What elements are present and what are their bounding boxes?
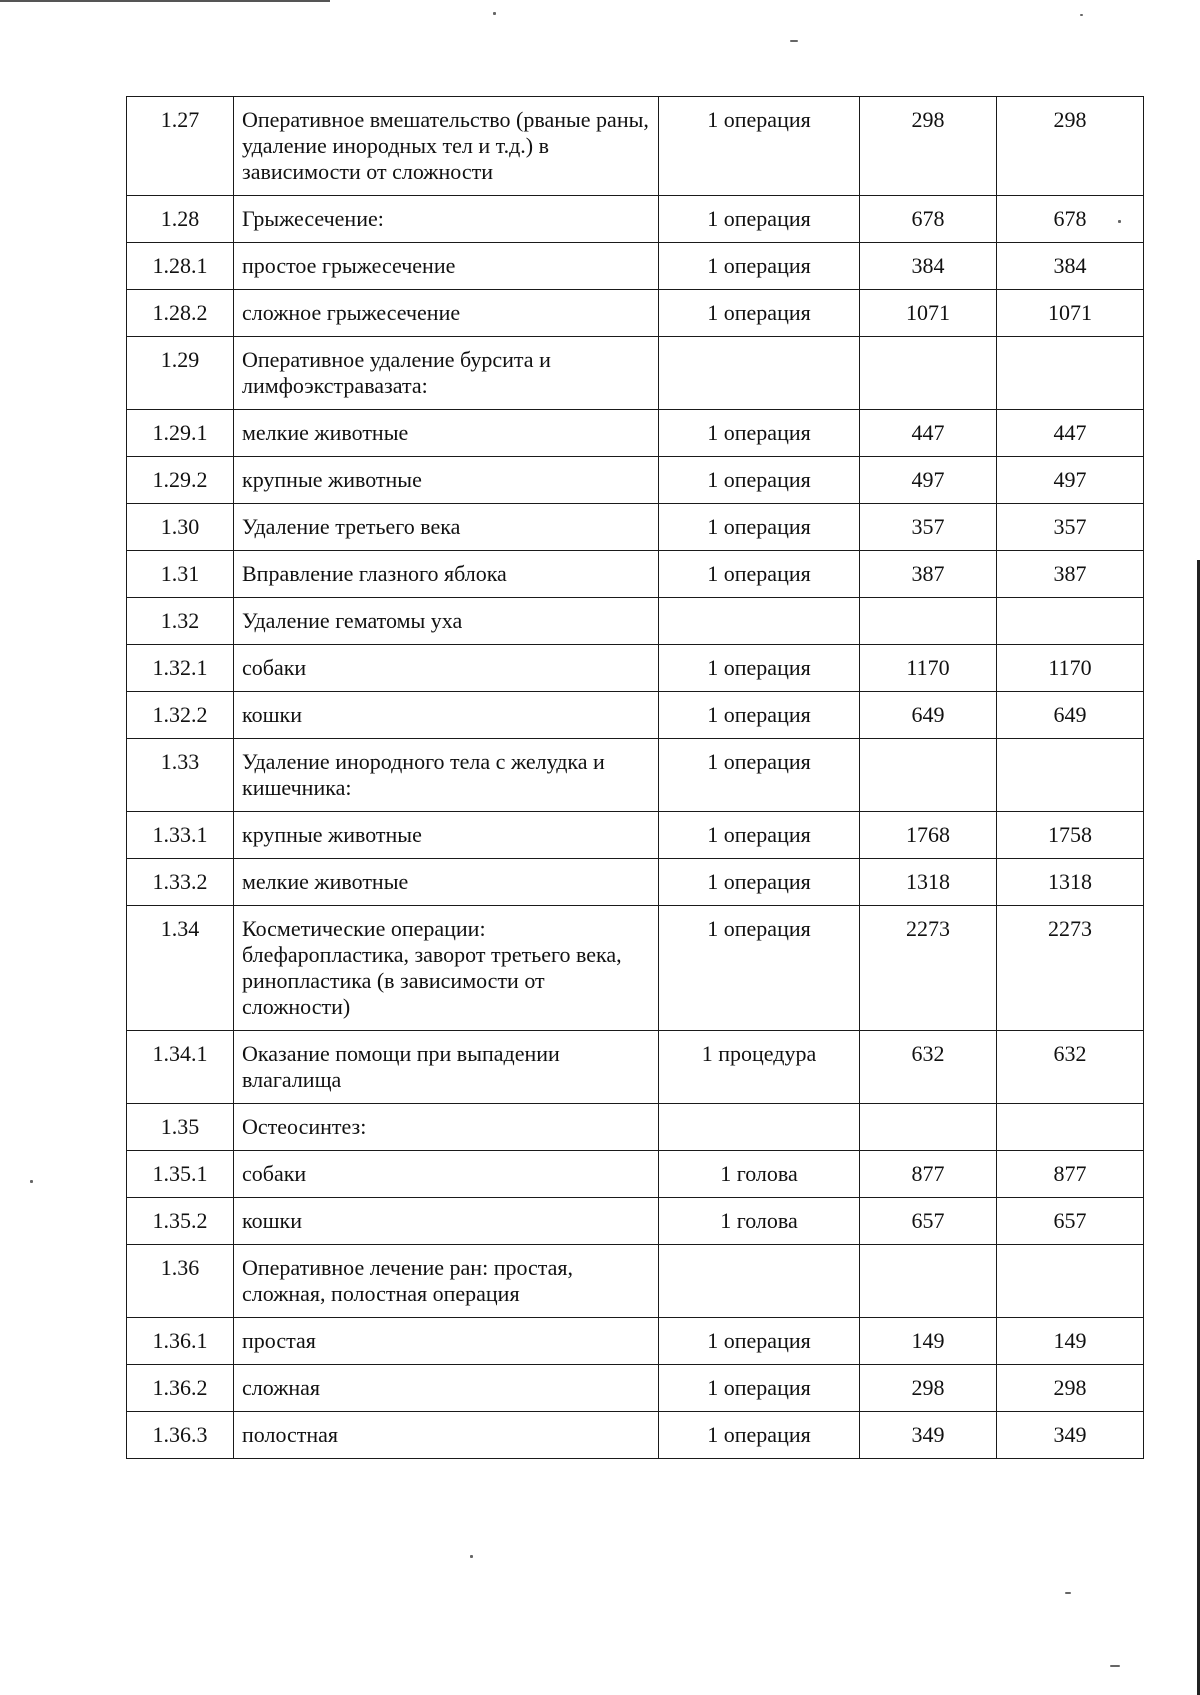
unit-of-measure: 1 операция [659,1365,860,1412]
table-row [127,1151,1144,1198]
price-secondary: 497 [997,457,1144,504]
unit-of-measure: 1 операция [659,859,860,906]
item-number: 1.28.2 [127,290,234,337]
table-row [127,1198,1144,1245]
table-row [127,1104,1144,1151]
unit-of-measure: 1 операция [659,906,860,1031]
service-name: простая [234,1318,659,1365]
item-number: 1.28.1 [127,243,234,290]
service-name: Оказание помощи при выпадении влагалища [234,1031,659,1104]
price-primary: 1170 [860,645,997,692]
table-row [127,859,1144,906]
price-primary [860,337,997,410]
price-secondary: 384 [997,243,1144,290]
unit-of-measure: 1 голова [659,1198,860,1245]
unit-of-measure [659,1104,860,1151]
table-row [127,457,1144,504]
table-row [127,410,1144,457]
price-primary: 384 [860,243,997,290]
price-secondary: 298 [997,97,1144,196]
unit-of-measure: 1 операция [659,97,860,196]
item-number: 1.33.1 [127,812,234,859]
price-primary: 1071 [860,290,997,337]
price-primary: 2273 [860,906,997,1031]
service-name: простое грыжесечение [234,243,659,290]
price-secondary: 1071 [997,290,1144,337]
price-primary: 149 [860,1318,997,1365]
unit-of-measure: 1 операция [659,1318,860,1365]
unit-of-measure: 1 операция [659,290,860,337]
service-name: полостная [234,1412,659,1459]
unit-of-measure: 1 операция [659,645,860,692]
table-row [127,739,1144,812]
price-primary: 649 [860,692,997,739]
price-secondary: 447 [997,410,1144,457]
service-name: сложное грыжесечение [234,290,659,337]
table-row [127,645,1144,692]
service-name: крупные животные [234,812,659,859]
item-number: 1.35.2 [127,1198,234,1245]
price-primary: 298 [860,1365,997,1412]
price-secondary: 877 [997,1151,1144,1198]
price-secondary: 387 [997,551,1144,598]
table-row [127,1318,1144,1365]
price-primary: 357 [860,504,997,551]
service-name: Удаление инородного тела с желудка и кишечника: [234,739,659,812]
price-primary: 1768 [860,812,997,859]
unit-of-measure: 1 операция [659,739,860,812]
item-number: 1.32.2 [127,692,234,739]
table-row [127,551,1144,598]
price-primary: 657 [860,1198,997,1245]
table-row [127,692,1144,739]
table-row [127,504,1144,551]
price-secondary: 1758 [997,812,1144,859]
price-secondary: 149 [997,1318,1144,1365]
price-primary: 349 [860,1412,997,1459]
item-number: 1.33 [127,739,234,812]
item-number: 1.34.1 [127,1031,234,1104]
scan-speck [1065,1592,1071,1594]
service-name: собаки [234,1151,659,1198]
price-secondary: 657 [997,1198,1144,1245]
price-primary: 632 [860,1031,997,1104]
item-number: 1.36.2 [127,1365,234,1412]
price-secondary [997,1245,1144,1318]
price-secondary: 349 [997,1412,1144,1459]
unit-of-measure [659,598,860,645]
table-row [127,906,1144,1031]
price-primary [860,598,997,645]
price-secondary [997,598,1144,645]
table-row [127,1365,1144,1412]
price-table [126,96,1144,1459]
price-primary: 497 [860,457,997,504]
price-secondary: 632 [997,1031,1144,1104]
unit-of-measure: 1 процедура [659,1031,860,1104]
item-number: 1.32.1 [127,645,234,692]
table-row [127,812,1144,859]
item-number: 1.29.1 [127,410,234,457]
scan-artifact-line [0,0,330,2]
service-name: Оперативное удаление бурсита и лимфоэкстравазата: [234,337,659,410]
service-name: Удаление третьего века [234,504,659,551]
price-secondary: 1170 [997,645,1144,692]
price-primary: 447 [860,410,997,457]
item-number: 1.28 [127,196,234,243]
scan-speck [1080,14,1083,16]
unit-of-measure: 1 операция [659,457,860,504]
service-name: крупные животные [234,457,659,504]
table-row [127,1031,1144,1104]
unit-of-measure: 1 операция [659,551,860,598]
item-number: 1.29 [127,337,234,410]
service-name: кошки [234,692,659,739]
item-number: 1.31 [127,551,234,598]
table-row [127,1412,1144,1459]
price-table-body [127,97,1144,1459]
item-number: 1.36.3 [127,1412,234,1459]
price-primary: 678 [860,196,997,243]
table-row [127,97,1144,196]
service-name: Косметические операции: блефаропластика, заворот третьего века, ринопластика (в зависимости от сложности) [234,906,659,1031]
service-name: Оперативное вмешательство (рваные раны, удаление инородных тел и т.д.) в зависимости от сложности [234,97,659,196]
price-secondary: 678 [997,196,1144,243]
item-number: 1.29.2 [127,457,234,504]
price-secondary [997,739,1144,812]
item-number: 1.34 [127,906,234,1031]
price-secondary: 649 [997,692,1144,739]
unit-of-measure [659,1245,860,1318]
item-number: 1.32 [127,598,234,645]
service-name: Вправление глазного яблока [234,551,659,598]
price-primary [860,1104,997,1151]
table-row [127,598,1144,645]
service-name: кошки [234,1198,659,1245]
service-name: мелкие животные [234,859,659,906]
service-name: сложная [234,1365,659,1412]
item-number: 1.27 [127,97,234,196]
price-primary: 1318 [860,859,997,906]
price-primary: 877 [860,1151,997,1198]
unit-of-measure: 1 операция [659,410,860,457]
table-row [127,243,1144,290]
service-name: мелкие животные [234,410,659,457]
unit-of-measure: 1 операция [659,812,860,859]
table-row [127,196,1144,243]
item-number: 1.36.1 [127,1318,234,1365]
scan-speck [493,12,496,15]
unit-of-measure: 1 операция [659,196,860,243]
price-secondary [997,1104,1144,1151]
service-name: Оперативное лечение ран: простая, сложная, полостная операция [234,1245,659,1318]
unit-of-measure: 1 голова [659,1151,860,1198]
price-primary: 298 [860,97,997,196]
price-secondary: 298 [997,1365,1144,1412]
price-secondary: 1318 [997,859,1144,906]
unit-of-measure [659,337,860,410]
scan-speck [470,1555,473,1558]
item-number: 1.33.2 [127,859,234,906]
unit-of-measure: 1 операция [659,243,860,290]
service-name: Остеосинтез: [234,1104,659,1151]
unit-of-measure: 1 операция [659,692,860,739]
service-name: Грыжесечение: [234,196,659,243]
price-primary [860,1245,997,1318]
scan-speck [30,1180,33,1183]
price-primary [860,739,997,812]
unit-of-measure: 1 операция [659,1412,860,1459]
table-row [127,337,1144,410]
price-secondary: 357 [997,504,1144,551]
table-row [127,290,1144,337]
service-name: собаки [234,645,659,692]
unit-of-measure: 1 операция [659,504,860,551]
item-number: 1.30 [127,504,234,551]
item-number: 1.36 [127,1245,234,1318]
scan-speck [1110,1665,1120,1667]
service-name: Удаление гематомы уха [234,598,659,645]
item-number: 1.35 [127,1104,234,1151]
table-row [127,1245,1144,1318]
price-secondary [997,337,1144,410]
item-number: 1.35.1 [127,1151,234,1198]
price-primary: 387 [860,551,997,598]
price-secondary: 2273 [997,906,1144,1031]
scan-speck [790,40,798,42]
